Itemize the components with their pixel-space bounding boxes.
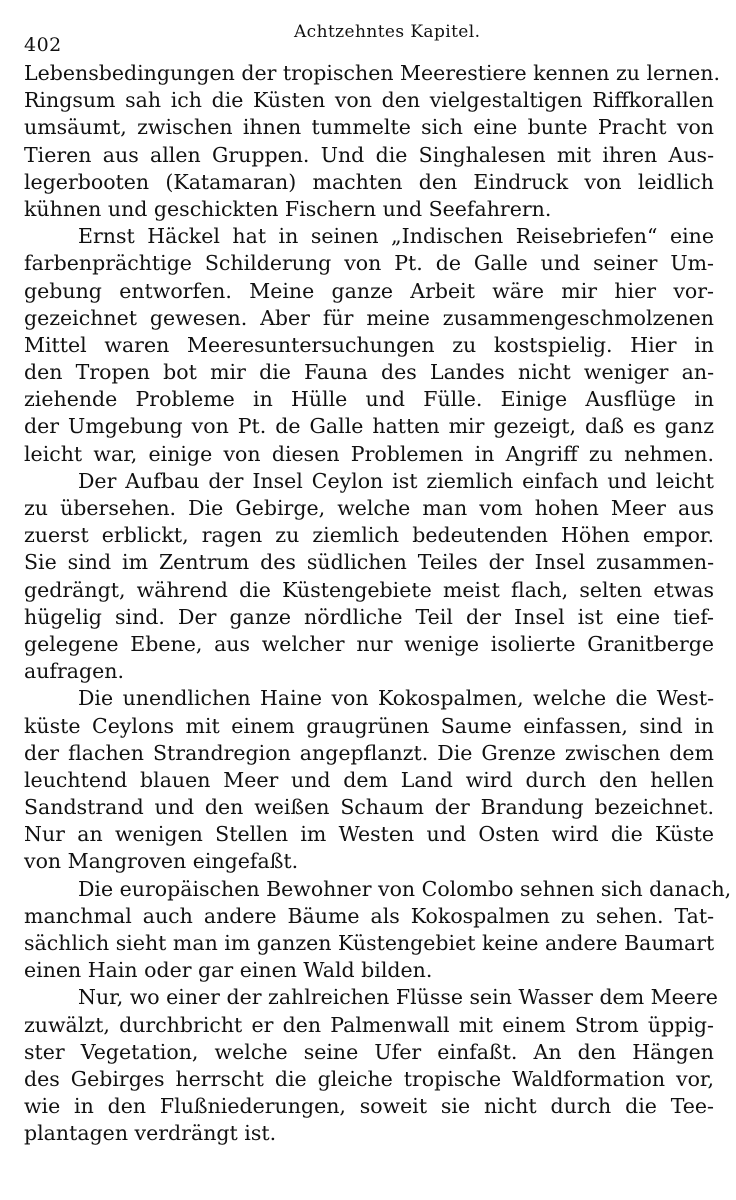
text-line: leicht war, einige von diesen Problemen in Angriff zu nehmen. [24, 441, 714, 466]
text-line: Ernst Häckel hat in seinen „Indischen Reisebriefen“ eine [78, 224, 714, 249]
text-line: wie in den Flußniederungen, soweit sie nicht durch die Tee- [24, 1094, 714, 1119]
page-number: 402 [24, 34, 62, 56]
text-line: von Mangroven eingefaßt. [24, 849, 299, 874]
running-title: Achtzehntes Kapitel. [294, 22, 481, 42]
text-line: kühnen und geschickten Fischern und Seefahrern. [24, 196, 552, 221]
text-line: Lebensbedingungen der tropischen Meerestiere kennen zu lernen. [24, 61, 720, 85]
text-line: gedrängt, während die Küstengebiete meist flach, selten etwas [24, 577, 714, 602]
paragraph [24, 223, 714, 468]
text-line: des Gebirges herrscht die gleiche tropische Waldformation vor, [24, 1066, 714, 1091]
text-line: Tieren aus allen Gruppen. Und die Singhalesen mit ihren Aus- [24, 142, 714, 167]
text-line: Sie sind im Zentrum des südlichen Teiles der Insel zusammen- [24, 550, 714, 575]
text-line: zuerst erblickt, ragen zu ziemlich bedeutenden Höhen empor. [24, 523, 714, 548]
text-line: Sandstrand und den weißen Schaum der Brandung bezeichnet. [24, 795, 714, 820]
text-line: legerbooten (Katamaran) machten den Eindruck von leidlich [24, 169, 714, 194]
text-line: Nur an wenigen Stellen im Westen und Osten wird die Küste [24, 822, 714, 847]
text-line: plantagen verdrängt ist. [24, 1121, 277, 1146]
body-text [24, 60, 732, 1148]
text-line: hügelig sind. Der ganze nördliche Teil der Insel ist eine tief- [24, 604, 714, 629]
text-line: umsäumt, zwischen ihnen tummelte sich eine bunte Pracht von [24, 115, 714, 140]
page-header [24, 22, 714, 56]
text-line: Ringsum sah ich die Küsten von den vielgestaltigen Riffkorallen [24, 88, 714, 113]
text-line: manchmal auch andere Bäume als Kokospalmen zu sehen. Tat- [24, 903, 714, 928]
text-line: aufragen. [24, 659, 125, 684]
text-line: den Tropen bot mir die Fauna des Landes nicht weniger an- [24, 360, 714, 385]
text-line: küste Ceylons mit einem graugrünen Saume einfassen, sind in [24, 713, 714, 738]
paragraph [24, 60, 720, 223]
text-line: einen Hain oder gar einen Wald bilden. [24, 958, 433, 983]
text-line: der flachen Strandregion angepflanzt. Die Grenze zwischen dem [24, 740, 714, 765]
text-line: zuwälzt, durchbricht er den Palmenwall mit einem Strom üppig- [24, 1012, 714, 1037]
text-line: gezeichnet gewesen. Aber für meine zusammengeschmolzenen [24, 305, 714, 330]
text-line: Mittel waren Meeresuntersuchungen zu kostspielig. Hier in [24, 332, 714, 357]
text-line: Die europäischen Bewohner von Colombo sehnen sich danach, [78, 876, 732, 901]
text-line: gebung entworfen. Meine ganze Arbeit wäre mir hier vor- [24, 278, 714, 303]
text-line: ster Vegetation, welche seine Ufer einfaßt. An den Hängen [24, 1039, 714, 1064]
text-line: ziehende Probleme in Hülle und Fülle. Einige Ausflüge in [24, 387, 714, 412]
paragraph [24, 876, 732, 985]
text-line: sächlich sieht man im ganzen Küstengebiet keine andere Baumart [24, 931, 715, 955]
text-line: Die unendlichen Haine von Kokospalmen, welche die West- [78, 686, 714, 711]
paragraph [24, 984, 718, 1147]
text-line: gelegene Ebene, aus welcher nur wenige isolierte Granitberge [24, 631, 714, 656]
text-line: farbenprächtige Schilderung von Pt. de Galle und seiner Um- [24, 251, 714, 276]
text-line: zu übersehen. Die Gebirge, welche man vom hohen Meer aus [24, 496, 714, 520]
text-line: der Umgebung von Pt. de Galle hatten mir gezeigt, daß es ganz [24, 414, 714, 439]
text-line: Nur, wo einer der zahlreichen Flüsse sein Wasser dem Meere [78, 985, 718, 1010]
text-line: Der Aufbau der Insel Ceylon ist ziemlich einfach und leicht [78, 468, 714, 493]
paragraph [24, 685, 714, 875]
text-line: leuchtend blauen Meer und dem Land wird durch den hellen [24, 767, 714, 792]
paragraph [24, 468, 714, 686]
